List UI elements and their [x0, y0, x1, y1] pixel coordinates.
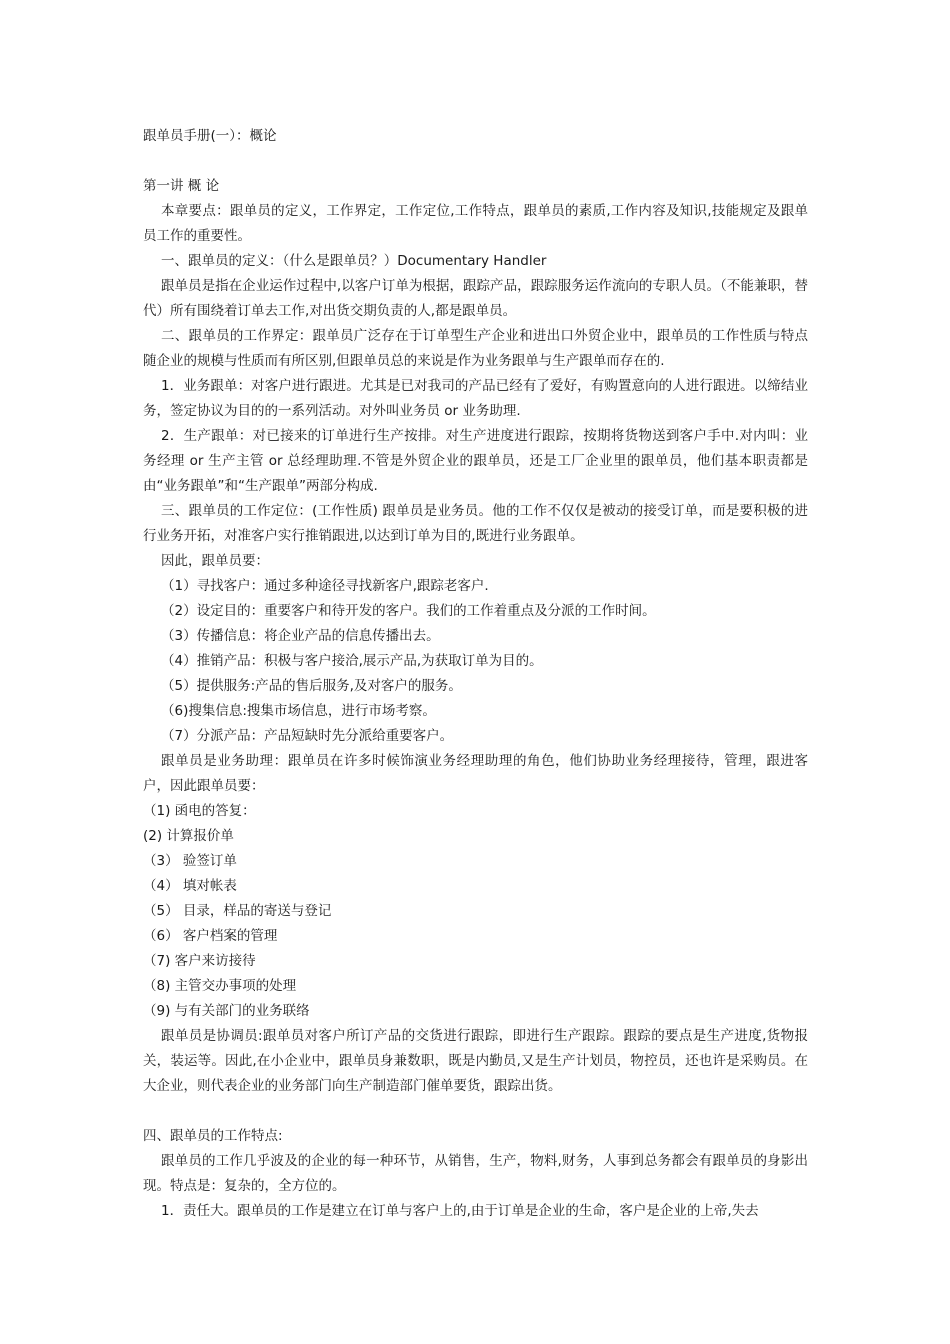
section4-item1: 1．责任大。跟单员的工作是建立在订单与客户上的,由于订单是企业的生命，客户是企业的上帝,失去: [161, 1203, 759, 1219]
list-item: （7) 客户来访接待: [143, 953, 256, 969]
section4-heading: 四、跟单员的工作特点:: [143, 1128, 283, 1144]
coordinator-body: 跟单员是协调员:跟单员对客户所订产品的交货进行跟踪，即进行生产跟踪。跟踪的要点是生产进度,货物报关，装运等。因此,在小企业中，跟单员身兼数职，既是内勤员,又是生产计划员，物控员，还也许是采购员。在大企业，则代表企业的业务部门向生产制造部门催单要货，跟踪出货。: [143, 1028, 808, 1094]
spacer: [143, 1099, 808, 1124]
list-item: （4）推销产品：积极与客户接洽,展示产品,为获取订单为目的。: [161, 653, 543, 669]
list-item: （2）设定目的：重要客户和待开发的客户。我们的工作着重点及分派的工作时间。: [161, 603, 656, 619]
section2-item2: 2．生产跟单：对已接来的订单进行生产按排。对生产进度进行跟踪，按期将货物送到客户手中.对内叫：业务经理 or 生产主管 or 总经理助理.不管是外贸企业的跟单员，还是工厂企业里的跟单员，他们基本职责都是由“业务跟单”和“生产跟单”两部分构成.: [143, 428, 808, 494]
assistant-body: 跟单员是业务助理：跟单员在许多时候饰演业务经理助理的角色，他们协助业务经理接待，管理，跟进客户，因此跟单员要：: [143, 753, 808, 794]
list-item: (2) 计算报价单: [143, 828, 234, 844]
section1-body: 跟单员是指在企业运作过程中,以客户订单为根据，跟踪产品，跟踪服务运作流向的专职人员。（不能兼职，替代）所有围绕着订单去工作,对出货交期负责的人,都是跟单员。: [143, 278, 808, 319]
chapter-key-points: 本章要点：跟单员的定义，工作界定，工作定位,工作特点，跟单员的素质,工作内容及知识,技能规定及跟单员工作的重要性。: [143, 203, 808, 244]
list-item: （1）寻找客户：通过多种途径寻找新客户,跟踪老客户.: [161, 578, 489, 594]
list-item: （4） 填对帐表: [143, 878, 237, 894]
list-item: （1) 函电的答复：: [143, 803, 256, 819]
section1-heading: 一、跟单员的定义：（什么是跟单员？）Documentary Handler: [161, 253, 547, 269]
lecture-heading: 第一讲 概 论: [143, 178, 220, 194]
list-item: （3） 验签订单: [143, 853, 237, 869]
document-body: [143, 124, 808, 1224]
section4-body: 跟单员的工作几乎波及的企业的每一种环节，从销售，生产，物料,财务，人事到总务都会有跟单员的身影出现。特点是：复杂的，全方位的。: [143, 1153, 808, 1194]
therefore-heading: 因此，跟单员要：: [161, 553, 269, 569]
section2-body: 二、跟单员的工作界定：跟单员广泛存在于订单型生产企业和进出口外贸企业中，跟单员的工作性质与特点随企业的规模与性质而有所区别,但跟单员总的来说是作为业务跟单与生产跟单而存在的.: [143, 328, 808, 369]
list-item: （5）提供服务:产品的售后服务,及对客户的服务。: [161, 678, 462, 694]
list-item: （9) 与有关部门的业务联络: [143, 1003, 310, 1019]
section3-body: 三、跟单员的工作定位：(工作性质) 跟单员是业务员。他的工作不仅仅是被动的接受订单，而是要积极的进行业务开拓，对准客户实行推销跟进,以达到订单为目的,既进行业务跟单。: [143, 503, 808, 544]
list-item: （7）分派产品：产品短缺时先分派给重要客户。: [161, 728, 454, 744]
section2-item1: 1．业务跟单：对客户进行跟进。尤其是已对我司的产品已经有了爱好，有购置意向的人进行跟进。以缔结业务，签定协议为目的的一系列活动。对外叫业务员 or 业务助理.: [143, 378, 808, 419]
list-item: （6)搜集信息:搜集市场信息，进行市场考察。: [161, 703, 436, 719]
document-title: 跟单员手册(一）：概论: [143, 128, 277, 144]
spacer: [143, 149, 808, 174]
list-item: （8) 主管交办事项的处理: [143, 978, 297, 994]
list-item: （5） 目录，样品的寄送与登记: [143, 903, 332, 919]
assistant-duties-list: [143, 799, 808, 1024]
list-item: （3）传播信息：将企业产品的信息传播出去。: [161, 628, 440, 644]
list-item: （6） 客户档案的管理: [143, 928, 278, 944]
duties-list: [143, 574, 808, 749]
